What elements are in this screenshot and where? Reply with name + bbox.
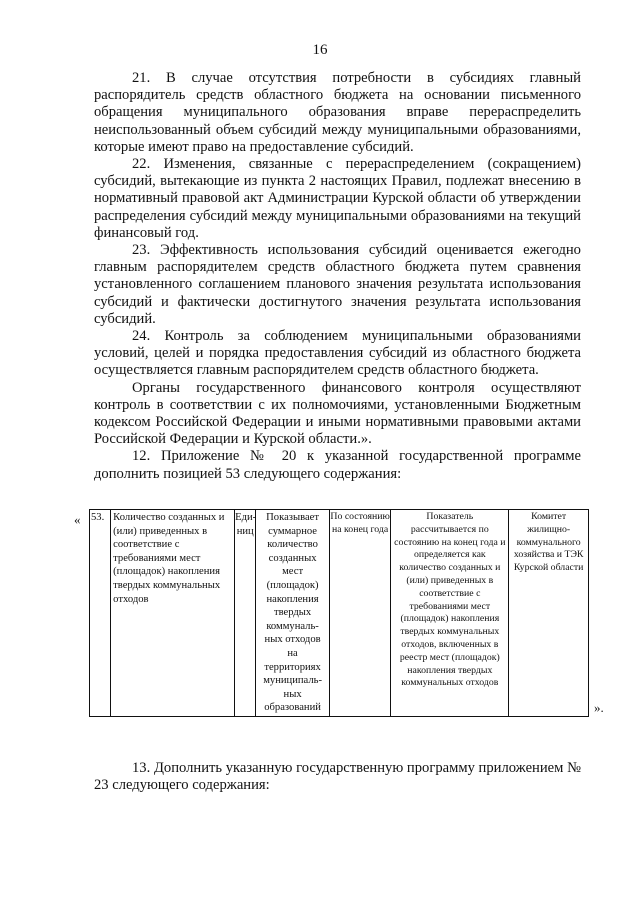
unit-cell: Еди-ниц	[235, 510, 256, 717]
paragraph-number: 24.	[132, 328, 151, 345]
paragraph-control-bodies	[94, 380, 581, 449]
position-53-table	[89, 509, 589, 717]
paragraph-12	[94, 448, 581, 482]
paragraph-number: 13.	[132, 760, 151, 776]
paragraph-number: 22.	[132, 156, 151, 173]
row-number-cell: 53.	[90, 510, 111, 717]
paragraph-text: Органы государственного финансового контроля осуществляют контроль в соответствии с их полномочиями, установленными Бюджетным кодексом Российской Федерации и иными нормативными правовыми актами Российской Федерации и Курской области.».	[94, 379, 581, 448]
calculation-method-cell: Показатель рассчитывается по состоянию на конец года и определяется как количество созданных и (или) приведенных в соответствие с требованиями мест (площадок) накопления твердых коммунальных отходов, включенных в реестр мест (площадок) накопления твердых коммунальных отходов	[391, 510, 509, 717]
paragraph-13	[94, 760, 581, 794]
paragraph-text: Приложение № 20 к указанной государственной программе дополнить позицией 53 следующего содержания:	[94, 448, 581, 482]
paragraph-text: В случае отсутствия потребности в субсидиях главный распорядитель средств областного бюджета на основании письменного обращения муниципального образования вправе перераспределить неиспользованный объем субсидий между муниципальными образованиями, которые имеют право на предоставление субсидий.	[94, 70, 581, 155]
paragraph-number: 23.	[132, 242, 151, 259]
paragraph-text: Изменения, связанные с перераспределением (сокращением) субсидий, вытекающие из пункта 2 настоящих Правил, подлежат внесению в нормативный правовой акт Администрации Курской области об утверждении распределения субсидий между муниципальными образованиями на текущий финансовый год.	[94, 156, 581, 241]
paragraph-24	[94, 328, 581, 380]
opening-quote-mark: «	[74, 512, 81, 527]
paragraph-23	[94, 242, 581, 328]
responsible-body-cell: Комитет жилищно-коммунального хозяйства и ТЭК Курской области	[509, 510, 589, 717]
document-body	[94, 70, 581, 483]
date-cell: По состоянию на конец года	[329, 510, 390, 717]
paragraph-number: 12.	[132, 448, 151, 465]
closing-section	[94, 760, 581, 794]
description-cell: Показывает суммарное количество созданных мест (площадок) накопления твердых коммуналь-ных отходов на территориях муниципаль-ных образований	[256, 510, 330, 717]
paragraph-text: Эффективность использования субсидий оценивается ежегодно главным распорядителем средств областного бюджета путем сравнения установленного соглашением планового значения результата использования субсидий и фактически достигнутого значения результата использования субсидий.	[94, 242, 581, 327]
paragraph-22	[94, 156, 581, 242]
page-number: 16	[312, 42, 328, 58]
closing-quote-mark: ».	[594, 700, 604, 715]
paragraph-21	[94, 70, 581, 156]
table-row	[90, 510, 589, 717]
paragraph-text: Контроль за соблюдением муниципальными образованиями условий, целей и порядка предоставления субсидий из областного бюджета осуществляется главным распорядителем средств областного бюджета.	[94, 328, 581, 379]
paragraph-number: 21.	[132, 70, 151, 86]
indicator-name-cell: Количество созданных и (или) приведенных в соответствие с требованиями мест (площадок) накопления твердых коммунальных отходов	[111, 510, 235, 717]
paragraph-text: Дополнить указанную государственную программу приложением № 23 следующего содержания:	[94, 760, 581, 794]
